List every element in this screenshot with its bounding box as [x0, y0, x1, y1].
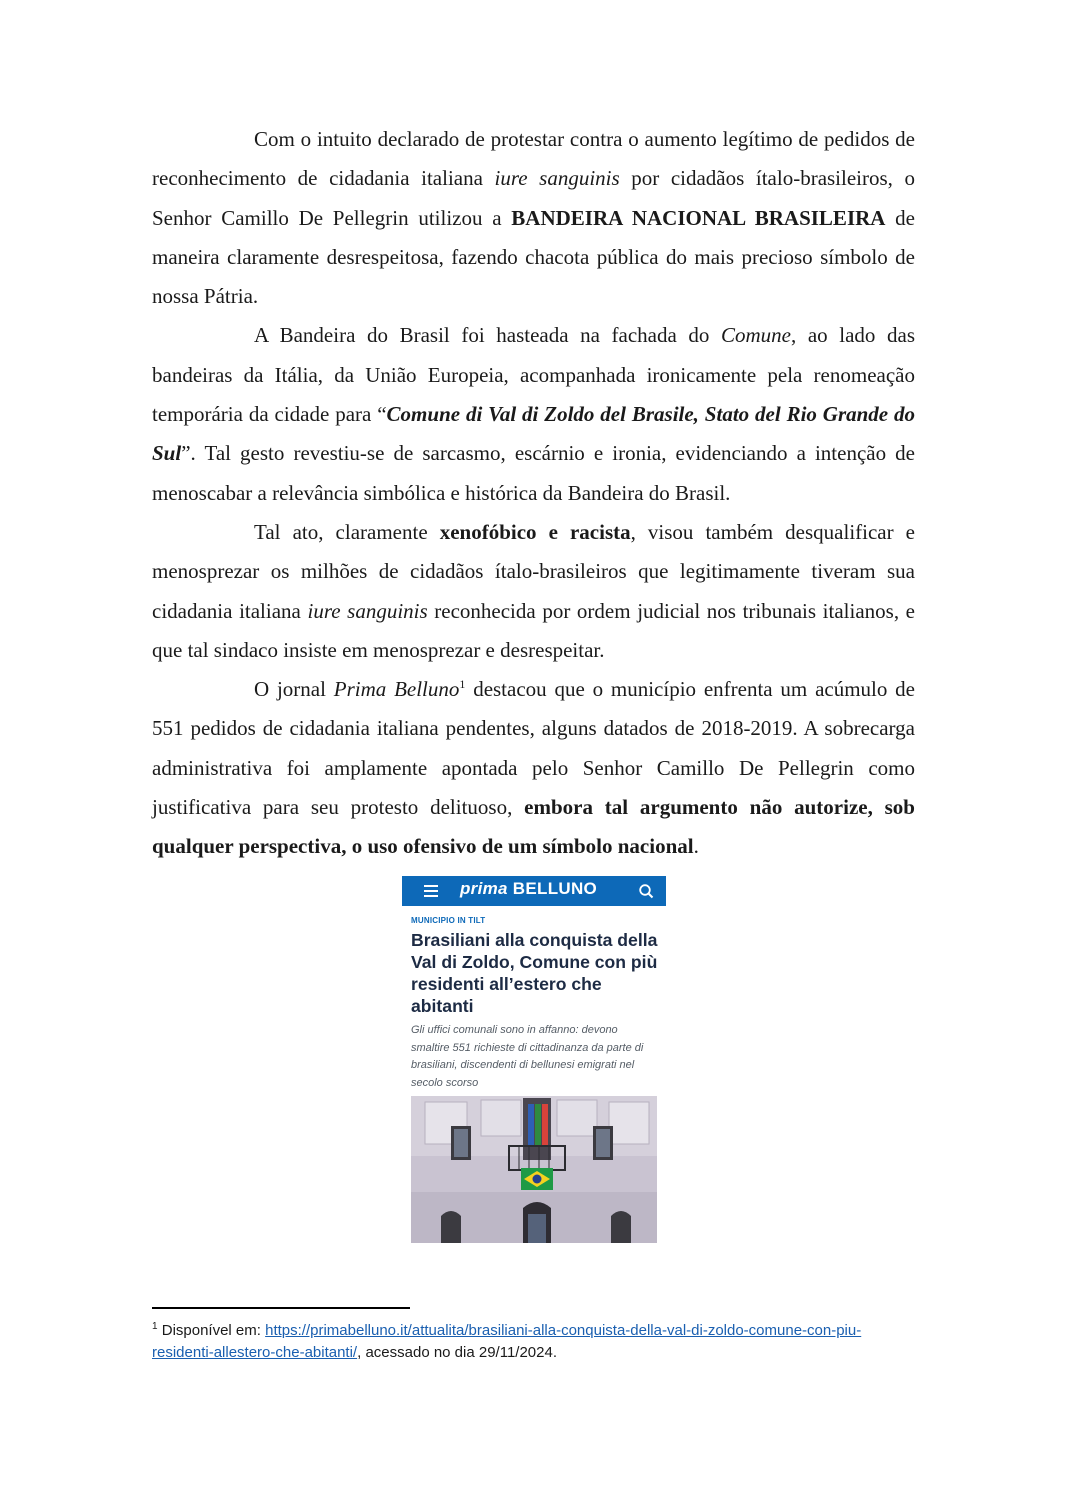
footnote-mark: 1 — [152, 1321, 158, 1332]
site-logo — [460, 879, 597, 899]
text-run: Com o intuito declarado de protestar contra o aumento legítimo de pedidos de reconhecimento de cidadania italiana — [152, 127, 915, 191]
paragraph-4 — [152, 670, 915, 866]
bold-phrase: embora tal argumento não autorize, sob qualquer perspectiva, o uso ofensivo de um símbolo nacional — [152, 795, 915, 859]
article-screenshot-figure — [402, 876, 666, 1244]
logo-prima: prima — [460, 879, 508, 898]
italic-term: iure sanguinis — [494, 166, 620, 191]
text-run: , visou também desqualificar e menosprezar os milhões de cidadãos ítalo-brasileiros que legitimamente tiveram sua cidadania italiana — [152, 519, 915, 623]
bold-italic-phrase: Comune di Val di Zoldo del Brasile, Stato del Rio Grande do Sul — [152, 402, 916, 466]
text-run: O jornal — [254, 677, 334, 702]
article-kicker: MUNICIPIO IN TILT — [411, 916, 486, 925]
search-icon — [638, 883, 654, 899]
bold-phrase: BANDEIRA NACIONAL BRASILEIRA — [511, 205, 886, 230]
text-run: . — [693, 834, 699, 859]
italic-term: iure sanguinis — [307, 598, 428, 623]
text-run: de maneira claramente desrespeitosa, fazendo chacota pública do mais precioso símbolo de nossa Pátria. — [152, 205, 915, 309]
news-site-header — [402, 876, 666, 906]
text-run: reconhecida por ordem judicial nos tribunais italianos, e que tal sindaco insiste em menosprezar e desrespeitar. — [152, 598, 916, 662]
text-run: ”. Tal gesto revestiu-se de sarcasmo, escárnio e ironia, evidenciando a intenção de menoscabar a relevância simbólica e histórica da Bandeira do Brasil. — [152, 441, 915, 505]
text-run: destacou que o município enfrenta um acúmulo de 551 pedidos de cidadania italiana pendentes, alguns datados de 2018-2019. A sobrecarga administrativa foi amplamente apontada pelo Senhor Camillo De Pellegrin como justificativa para seu protesto delituoso, — [152, 677, 915, 820]
footnote-reference[interactable]: 1 — [459, 677, 466, 692]
article-headline: Brasiliani alla conquista della Val di Zoldo, Comune con più residenti all’estero che abitanti — [411, 930, 658, 1016]
footnote — [152, 1320, 922, 1364]
bold-phrase: xenofóbico e racista — [439, 519, 631, 544]
text-run: Tal ato, claramente — [254, 519, 440, 544]
article-subtitle: Gli uffici comunali sono in affanno: devono smaltire 551 richieste di cittadinanza da parte di brasiliani, discendenti di bellunesi emigrati nel secolo scorso — [411, 1024, 644, 1089]
source-link[interactable]: https://primabelluno.it/attualita/brasiliani-alla-conquista-della-val-di-zoldo-comune-con-piu-residenti-allestero-che-abitanti/ — [152, 1322, 862, 1361]
paragraph-3 — [152, 513, 915, 670]
text-run: por cidadãos ítalo-brasileiros, o Senhor Camillo De Pellegrin utilizou a — [152, 166, 916, 230]
text-run: , ao lado das bandeiras da Itália, da União Europeia, acompanhada ironicamente pela renomeação temporária da cidade para “ — [152, 323, 915, 427]
italic-term: Prima Belluno — [333, 677, 460, 702]
town-hall-photo — [411, 1096, 657, 1243]
footnote-separator — [152, 1307, 410, 1309]
italic-term: Comune — [721, 323, 791, 348]
footnote-prefix: Disponível em: — [157, 1322, 266, 1339]
hamburger-menu-icon — [424, 885, 438, 897]
body-text — [152, 120, 915, 867]
logo-name: BELLUNO — [512, 879, 598, 898]
paragraph-1 — [152, 120, 915, 316]
footnote-suffix: , acessado no dia 29/11/2024. — [357, 1344, 557, 1361]
text-run: A Bandeira do Brasil foi hasteada na fachada do — [254, 323, 721, 348]
paragraph-2 — [152, 316, 915, 512]
